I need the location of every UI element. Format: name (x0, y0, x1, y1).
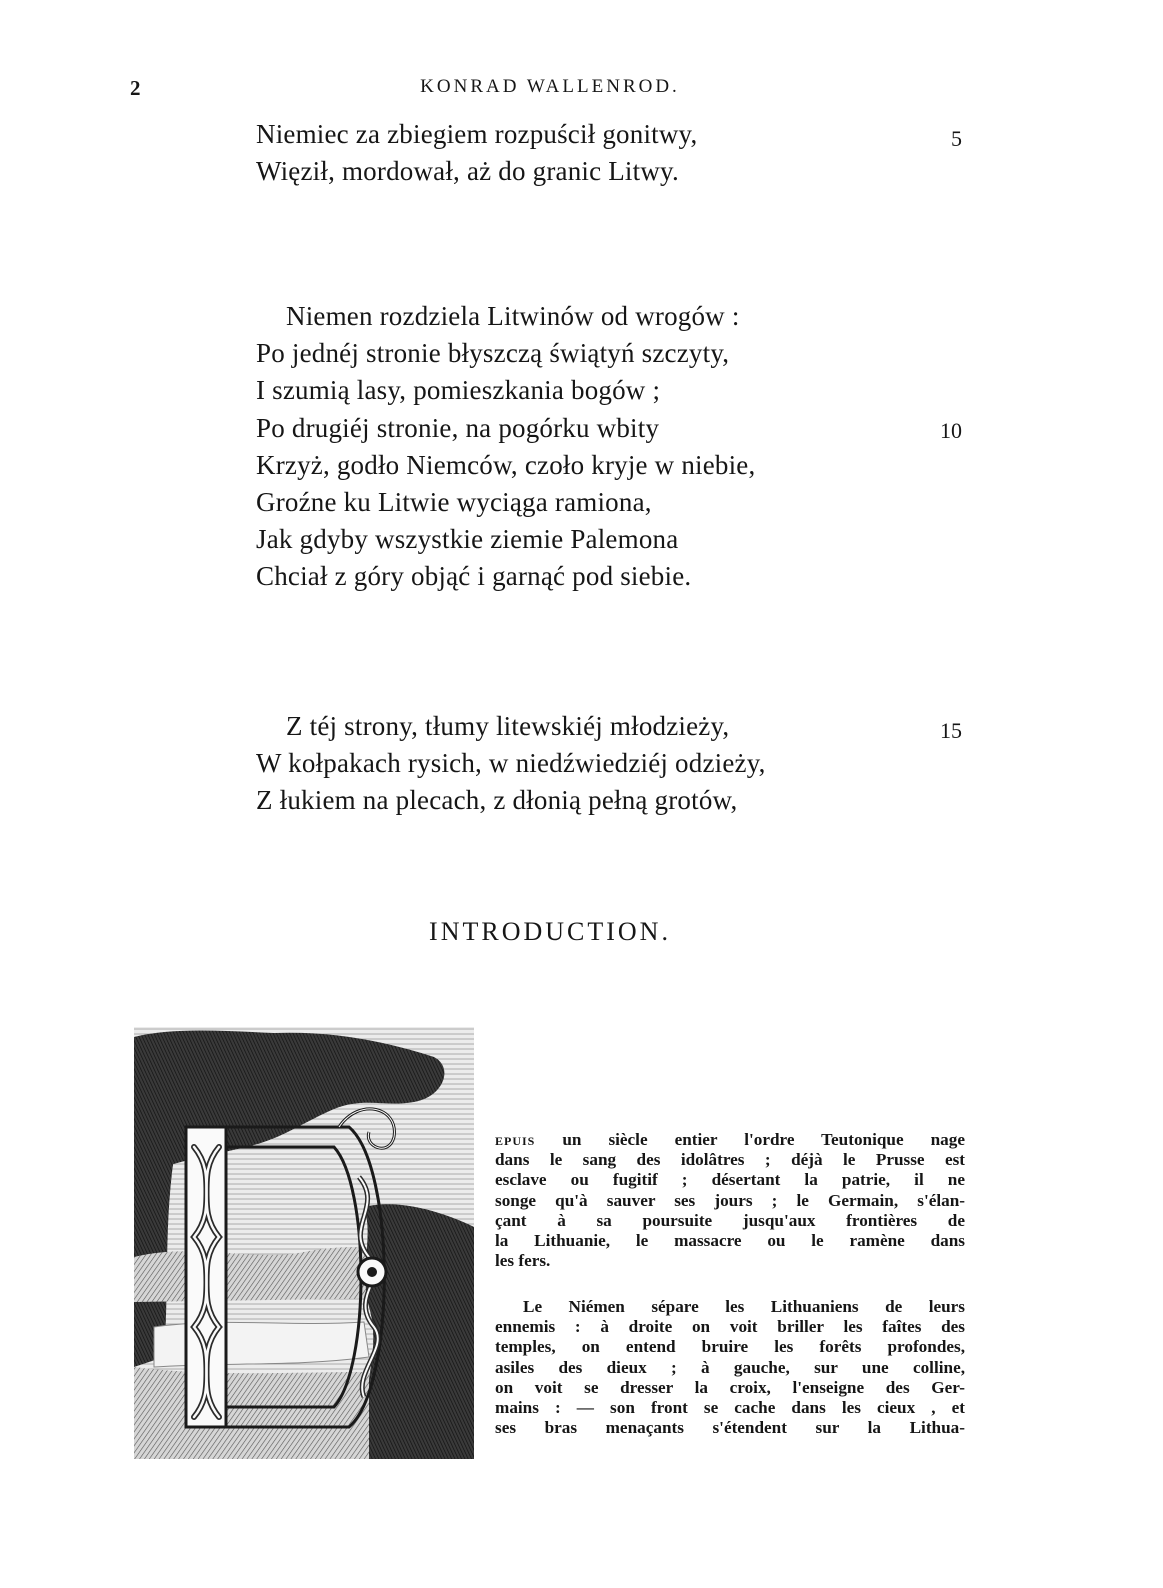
prose-line: Le Niémen sépare les Lithuaniens de leurs (523, 1297, 965, 1316)
line-number-10: 10 (940, 418, 962, 443)
prose-line: la Lithuanie, le massacre ou le ramène dans (495, 1230, 965, 1250)
verse-stanza-2 (256, 298, 755, 596)
verse-line: Groźne ku Litwie wyciąga ramiona, (256, 486, 652, 517)
verse-line: I szumią lasy, pomieszkania bogów ; (256, 375, 661, 406)
prose-line: ennemis : à droite on voit briller les faîtes des (495, 1317, 965, 1337)
prose-line: on voit se dresser la croix, l'enseigne des Ger- (495, 1377, 965, 1397)
verse-line: Więził, mordował, aż do granic Litwy. (256, 156, 679, 187)
prose-line-text: un siècle entier l'ordre Teutonique nage (535, 1130, 965, 1149)
verse-line: Z łukiem na plecach, z dłonią pełną grotów, (256, 785, 738, 816)
page-header (0, 76, 1163, 106)
line-number-15: 15 (940, 718, 962, 743)
drop-cap-continuation: EPUIS (495, 1134, 536, 1148)
section-title: INTRODUCTION. (429, 917, 671, 946)
verse-line: Z téj strony, tłumy litewskiéj młodzieży, (286, 711, 730, 741)
running-title: KONRAD WALLENROD. (420, 76, 680, 97)
verse-line: Krzyż, godło Niemców, czoło kryje w niebie, (256, 449, 756, 480)
verse-stanza-1 (256, 116, 697, 190)
prose-line: mains : — son front se cache dans les cieux , et (495, 1397, 965, 1417)
prose-line: dans le sang des idolâtres ; déjà le Prusse est (495, 1150, 965, 1170)
verse-line: Po drugiéj stronie, na pogórku wbity (256, 412, 660, 443)
prose-line: songe qu'à sauver ses jours ; le Germain, s'élan- (495, 1190, 965, 1210)
verse-line: Chciał z góry objąć i garnąć pod siebie. (256, 561, 692, 592)
prose-line: esclave ou fugitif ; désertant la patrie, il ne (495, 1170, 965, 1190)
page-number: 2 (130, 76, 141, 100)
verse-line: W kołpakach rysich, w niedźwiedziéj odzieży, (256, 748, 766, 779)
prose-line: temples, on entend bruire les forêts profondes, (495, 1337, 965, 1357)
drop-cap-engraving (134, 1027, 474, 1459)
verse-stanza-3 (256, 708, 766, 820)
prose-line: les fers. (495, 1251, 551, 1271)
prose-line (495, 1130, 965, 1150)
verse-line: Jak gdyby wszystkie ziemie Palemona (256, 524, 679, 555)
prose-line: çant à sa poursuite jusqu'aux frontières de (495, 1210, 965, 1230)
verse-line: Niemen rozdziela Litwinów od wrogów : (286, 301, 740, 331)
prose-line: ses bras menaçants s'étendent sur la Lithua- (495, 1418, 965, 1438)
prose-paragraph-1 (495, 1130, 965, 1271)
verse-line: Po jednéj stronie błyszczą świątyń szczyty, (256, 338, 730, 369)
prose-line: asiles des dieux ; à gauche, sur une colline, (495, 1357, 965, 1377)
line-number-5: 5 (951, 126, 962, 151)
prose-paragraph-2 (495, 1297, 965, 1438)
verse-line: Niemiec za zbiegiem rozpuścił gonitwy, (256, 119, 698, 149)
